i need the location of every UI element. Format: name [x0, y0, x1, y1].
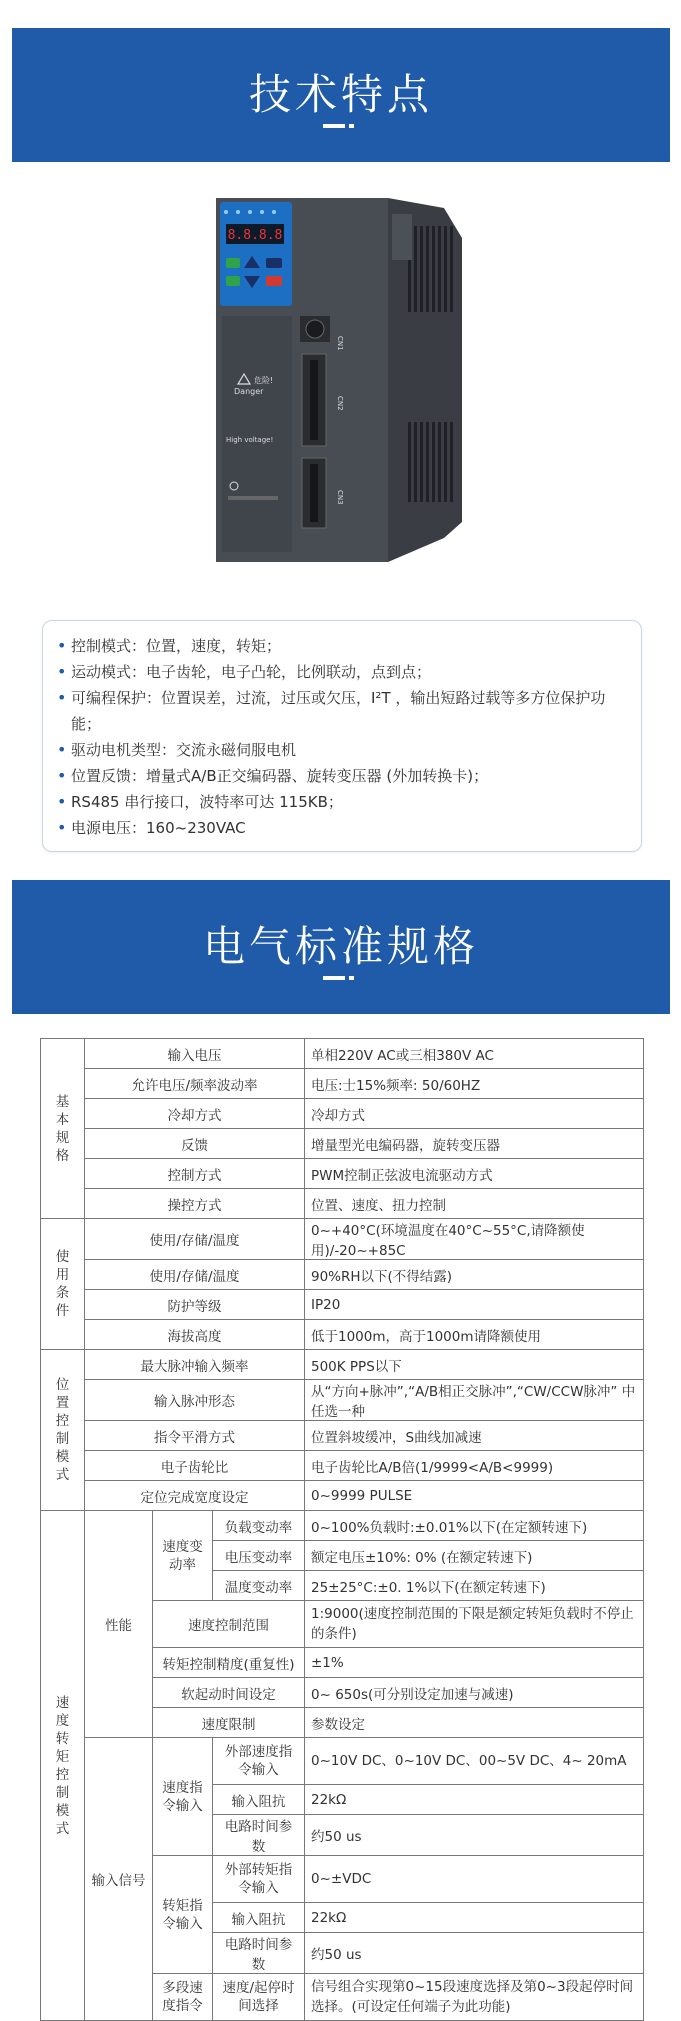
row-label: 定位完成宽度设定: [85, 1481, 305, 1511]
row-value: 电压:士15%频率: 50/60HZ: [305, 1069, 644, 1099]
enter-key: [266, 276, 282, 286]
table-row: [41, 1451, 644, 1481]
row-label: 软起动时间设定: [153, 1678, 305, 1708]
feature-item: • RS485 串行接口，波特率可达 115KB；: [57, 789, 627, 815]
port-cn1-label: CN1: [336, 336, 344, 351]
row-label: 外部速度指令输入: [213, 1738, 305, 1785]
section-title: 技术特点: [248, 70, 433, 119]
row-label: 电子齿轮比: [85, 1451, 305, 1481]
table-row: [41, 1129, 644, 1159]
row-label: 电路时间参数: [213, 1933, 305, 1974]
subgroup-label: 多段速度指令: [153, 1974, 213, 2021]
row-value: 500K PPS以下: [305, 1350, 644, 1380]
row-value: 冷却方式: [305, 1099, 644, 1129]
category-cell: 使用条件: [41, 1219, 85, 1350]
row-label: 冷却方式: [85, 1099, 305, 1129]
row-value: 0~9999 PULSE: [305, 1481, 644, 1511]
danger-cn-label: 危险!: [254, 376, 274, 385]
category-cell: 位置控制模式: [41, 1350, 85, 1511]
row-label: 控制方式: [85, 1159, 305, 1189]
row-value: 信号组合实现第0~15段速度选择及第0~3段起停时间选择。(可设定任何端子为此功能): [305, 1974, 644, 2021]
row-label: 防护等级: [85, 1290, 305, 1320]
row-label: 输入脉冲形态: [85, 1380, 305, 1421]
row-label: 电路时间参数: [213, 1815, 305, 1856]
row-label: 电压变动率: [213, 1541, 305, 1571]
row-label: 速度/起停时间选择: [213, 1974, 305, 2021]
set-key: [226, 276, 240, 286]
table-row: [41, 1189, 644, 1219]
row-label: 负载变动率: [213, 1511, 305, 1541]
table-row: [41, 1738, 644, 1785]
row-label: 指令平滑方式: [85, 1421, 305, 1451]
danger-en-label: Danger: [234, 387, 264, 396]
table-row: [41, 1069, 644, 1099]
port-cn2-label: CN2: [336, 396, 344, 411]
row-label: 输入阻抗: [213, 1903, 305, 1933]
spec-table: [40, 1038, 644, 2021]
row-value: 25±25°C:±0. 1%以下(在额定转速下): [305, 1571, 644, 1601]
table-row: [41, 1290, 644, 1320]
row-value: 额定电压±10%: 0% (在额定转速下): [305, 1541, 644, 1571]
table-row: [41, 1380, 644, 1421]
row-value: 0~ 650s(可分别设定加速与减速): [305, 1678, 644, 1708]
row-label: 反馈: [85, 1129, 305, 1159]
row-label: 最大脉冲输入频率: [85, 1350, 305, 1380]
mode-key: [226, 258, 240, 268]
category-cell: 速度转矩控制模式: [41, 1511, 85, 2021]
row-label: 转矩控制精度(重复性): [153, 1648, 305, 1678]
section-banner-features: [12, 28, 670, 162]
row-label: 使用/存储/温度: [85, 1219, 305, 1260]
feature-item: • 电源电压：160~230VAC: [57, 815, 627, 841]
row-label: 速度控制范围: [153, 1601, 305, 1648]
subgroup-label: 速度指令输入: [153, 1738, 213, 1856]
group-label: 性能: [85, 1511, 153, 1738]
subgroup-label: 转矩指令输入: [153, 1856, 213, 1974]
table-row: [41, 1511, 644, 1541]
table-row: [41, 1260, 644, 1290]
row-value: 1:9000(速度控制范围的下限是额定转矩负载时不停止的条件): [305, 1601, 644, 1648]
row-value: 约50 us: [305, 1815, 644, 1856]
servo-drive-image: [212, 196, 468, 568]
feature-item: • 可编程保护：位置误差，过流，过压或欠压，I²T ，输出短路过载等多方位保护功能；: [57, 685, 627, 737]
table-row: [41, 1350, 644, 1380]
row-value: 从“方向+脉冲”,“A/B相正交脉冲”,“CW/CCW脉冲” 中任选一种: [305, 1380, 644, 1421]
feature-item: • 位置反馈：增量式A/B正交编码器、旋转变压器 (外加转换卡)；: [57, 763, 627, 789]
row-value: 90%RH以下(不得结露): [305, 1260, 644, 1290]
row-label: 输入阻抗: [213, 1785, 305, 1815]
row-value: 位置、速度、扭力控制: [305, 1189, 644, 1219]
row-value: ±1%: [305, 1648, 644, 1678]
feature-item: • 驱动电机类型：交流永磁伺服电机: [57, 737, 627, 763]
row-value: 0~10V DC、0~10V DC、00~5V DC、4~ 20mA: [305, 1738, 644, 1785]
table-row: [41, 1039, 644, 1069]
row-value: 0~100%负载时:±0.01%以下(在定额转速下): [305, 1511, 644, 1541]
table-row: [41, 1159, 644, 1189]
category-cell: 基本规格: [41, 1039, 85, 1219]
shift-key: [266, 258, 282, 268]
row-value: 22kΩ: [305, 1903, 644, 1933]
row-value: 低于1000m，高于1000m请降额使用: [305, 1320, 644, 1350]
features-list: [43, 621, 641, 841]
title-underline-dot: [349, 124, 354, 128]
row-value: 约50 us: [305, 1933, 644, 1974]
row-label: 允许电压/频率波动率: [85, 1069, 305, 1099]
row-value: 0~±VDC: [305, 1856, 644, 1903]
row-label: 速度限制: [153, 1708, 305, 1738]
table-row: [41, 1219, 644, 1260]
title-underline-dot: [349, 976, 354, 980]
table-row: [41, 1421, 644, 1451]
led-display: 8.8.8.8: [227, 228, 283, 243]
section-banner-specs: [12, 880, 670, 1014]
row-value: 电子齿轮比A/B倍(1/9999<A/B<9999): [305, 1451, 644, 1481]
row-label: 海拔高度: [85, 1320, 305, 1350]
subgroup-label: 速度变动率: [153, 1511, 213, 1601]
row-value: PWM控制正弦波电流驱动方式: [305, 1159, 644, 1189]
row-label: 操控方式: [85, 1189, 305, 1219]
feature-item: • 控制模式：位置，速度，转矩；: [57, 633, 627, 659]
row-value: IP20: [305, 1290, 644, 1320]
row-value: 参数设定: [305, 1708, 644, 1738]
high-voltage-label: High voltage!: [226, 436, 274, 444]
section-title: 电气标准规格: [202, 922, 479, 971]
row-value: 增量型光电编码器，旋转变压器: [305, 1129, 644, 1159]
row-value: 位置斜坡缓冲，S曲线加减速: [305, 1421, 644, 1451]
table-row: [41, 1481, 644, 1511]
features-card: [42, 620, 642, 852]
row-label: 使用/存储/温度: [85, 1260, 305, 1290]
table-row: [41, 1320, 644, 1350]
group-label: 输入信号: [85, 1738, 153, 2021]
row-label: 输入电压: [85, 1039, 305, 1069]
title-underline: [323, 124, 345, 128]
row-value: 0~+40°C(环境温度在40°C~55°C,请降额使用)/-20~+85C: [305, 1219, 644, 1260]
port-cn3-label: CN3: [336, 490, 344, 505]
feature-item: • 运动模式：电子齿轮，电子凸轮，比例联动，点到点；: [57, 659, 627, 685]
row-label: 外部转矩指令输入: [213, 1856, 305, 1903]
row-value: 22kΩ: [305, 1785, 644, 1815]
table-row: [41, 1099, 644, 1129]
row-label: 温度变动率: [213, 1571, 305, 1601]
title-underline: [323, 976, 345, 980]
row-value: 单相220V AC或三相380V AC: [305, 1039, 644, 1069]
